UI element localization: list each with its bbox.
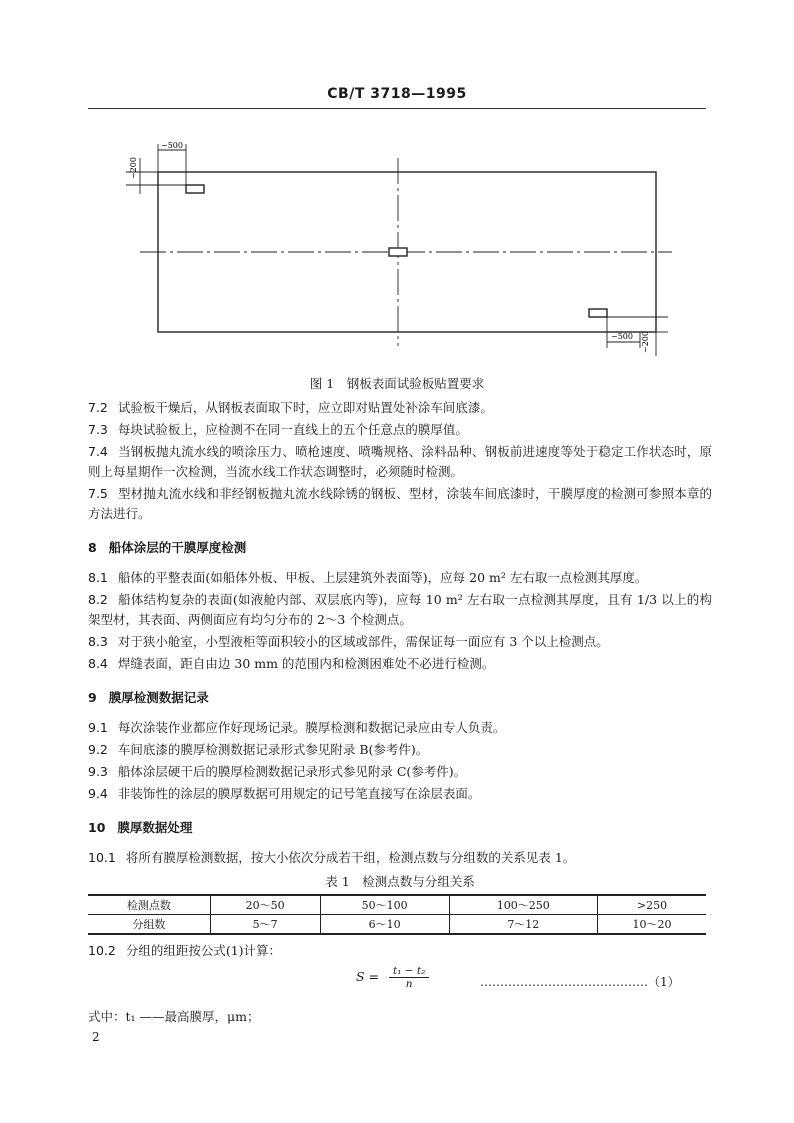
table-cell: 50～100 xyxy=(320,895,449,915)
clause-8-3: 8.3 对于狭小舱室，小型液柜等面积较小的区域或部件，需保证每一面应有 3 个以上检测点。 xyxy=(88,634,609,649)
table-cell: 分组数 xyxy=(88,915,210,935)
clause-8-4: 8.4 焊缝表面，距自由边 30 mm 的范围内和检测困难处不必进行检测。 xyxy=(88,656,495,671)
dim-top-horizontal-label: ~500 xyxy=(161,141,183,150)
table-row xyxy=(88,895,706,915)
page-header: CB/T 3718—1995 xyxy=(327,86,467,102)
figure-1-drawing xyxy=(0,128,794,368)
table-1-caption: 表 1 检测点数与分组关系 xyxy=(325,874,475,889)
clause-7-3: 7.3 每块试验板上，应检测不在同一直线上的五个任意点的膜厚值。 xyxy=(88,422,468,437)
formula-lhs: S = xyxy=(356,969,380,984)
page-number: 2 xyxy=(92,1030,100,1044)
formula-number: ……………………………………（1） xyxy=(480,975,680,989)
table-cell: 检测点数 xyxy=(88,895,210,915)
formula-expression xyxy=(356,965,429,990)
sample-plate-top-left xyxy=(186,185,204,193)
dim-top-vertical-label: ~200 xyxy=(129,157,138,179)
clause-10-1: 10.1 将所有膜厚检测数据，按大小依次分成若干组，检测点数与分组数的关系见表 1。 xyxy=(88,850,576,865)
clause-8-2: 8.2 船体结构复杂的表面(如液舱内部、双层底内等)，应每 10 m² 左右取一点检测其厚度，且有 1/3 以上的构架型材，其表面、两侧面应有均匀分布的 2～3 个检测点。 xyxy=(88,592,712,627)
table-cell: >250 xyxy=(597,895,706,915)
body-text xyxy=(88,398,712,1025)
header-rule xyxy=(88,108,706,109)
table-cell: 20～50 xyxy=(210,895,320,915)
formula-1 xyxy=(88,965,712,1001)
clause-8-1: 8.1 船体的平整表面(如船体外板、甲板、上层建筑外表面等)，应每 20 m² 左右取一点检测其厚度。 xyxy=(88,570,648,585)
clause-7-2: 7.2 试验板干燥后，从钢板表面取下时，应立即对贴置处补涂车间底漆。 xyxy=(88,400,493,415)
dim-bottom-horizontal-label: ~500 xyxy=(611,332,633,341)
table-cell: 10～20 xyxy=(597,915,706,935)
clause-9-4: 9.4 非装饰性的涂层的膜厚数据可用规定的记号笔直接写在涂层表面。 xyxy=(88,786,481,801)
table-1 xyxy=(88,894,706,935)
formula-where-clause: 式中：t₁ ——最高膜厚，μm； xyxy=(88,1009,260,1024)
table-row xyxy=(88,915,706,935)
formula-denominator: n xyxy=(405,978,413,990)
sample-plate-bottom-right xyxy=(589,309,607,317)
clause-9-2: 9.2 车间底漆的膜厚检测数据记录形式参见附录 B(参考件)。 xyxy=(88,742,429,757)
section-9-title: 9 膜厚检测数据记录 xyxy=(88,690,209,705)
clause-9-3: 9.3 船体涂层硬干后的膜厚检测数据记录形式参见附录 C(参考件)。 xyxy=(88,764,467,779)
clause-9-1: 9.1 每次涂装作业都应作好现场记录。膜厚检测和数据记录应由专人负责。 xyxy=(88,720,506,735)
dim-bottom-vertical-label: ~200 xyxy=(641,331,650,353)
table-cell: 5～7 xyxy=(210,915,320,935)
figure-1 xyxy=(0,128,794,368)
formula-fraction xyxy=(389,965,429,990)
sample-plate-center xyxy=(389,248,407,256)
clause-7-5: 7.5 型材抛丸流水线和非经钢板抛丸流水线除锈的钢板、型材，涂装车间底漆时，干膜厚度的检测可参照本章的方法进行。 xyxy=(88,486,712,521)
table-cell: 7～12 xyxy=(449,915,597,935)
section-8-title: 8 船体涂层的干膜厚度检测 xyxy=(88,540,247,555)
clause-7-4: 7.4 当钢板抛丸流水线的喷涂压力、喷枪速度、喷嘴规格、涂料品种、钢板前进速度等处于稳定工作状态时，原则上每星期作一次检测，当流水线工作状态调整时，必须随时检测。 xyxy=(88,444,712,479)
figure-caption: 图 1 钢板表面试验板贴置要求 xyxy=(309,376,485,391)
table-cell: 100～250 xyxy=(449,895,597,915)
formula-numerator: t₁ − t₂ xyxy=(389,965,429,978)
table-cell: 6～10 xyxy=(320,915,449,935)
clause-10-2: 10.2 分组的组距按公式(1)计算： xyxy=(88,943,282,958)
section-10-title: 10 膜厚数据处理 xyxy=(88,820,193,835)
